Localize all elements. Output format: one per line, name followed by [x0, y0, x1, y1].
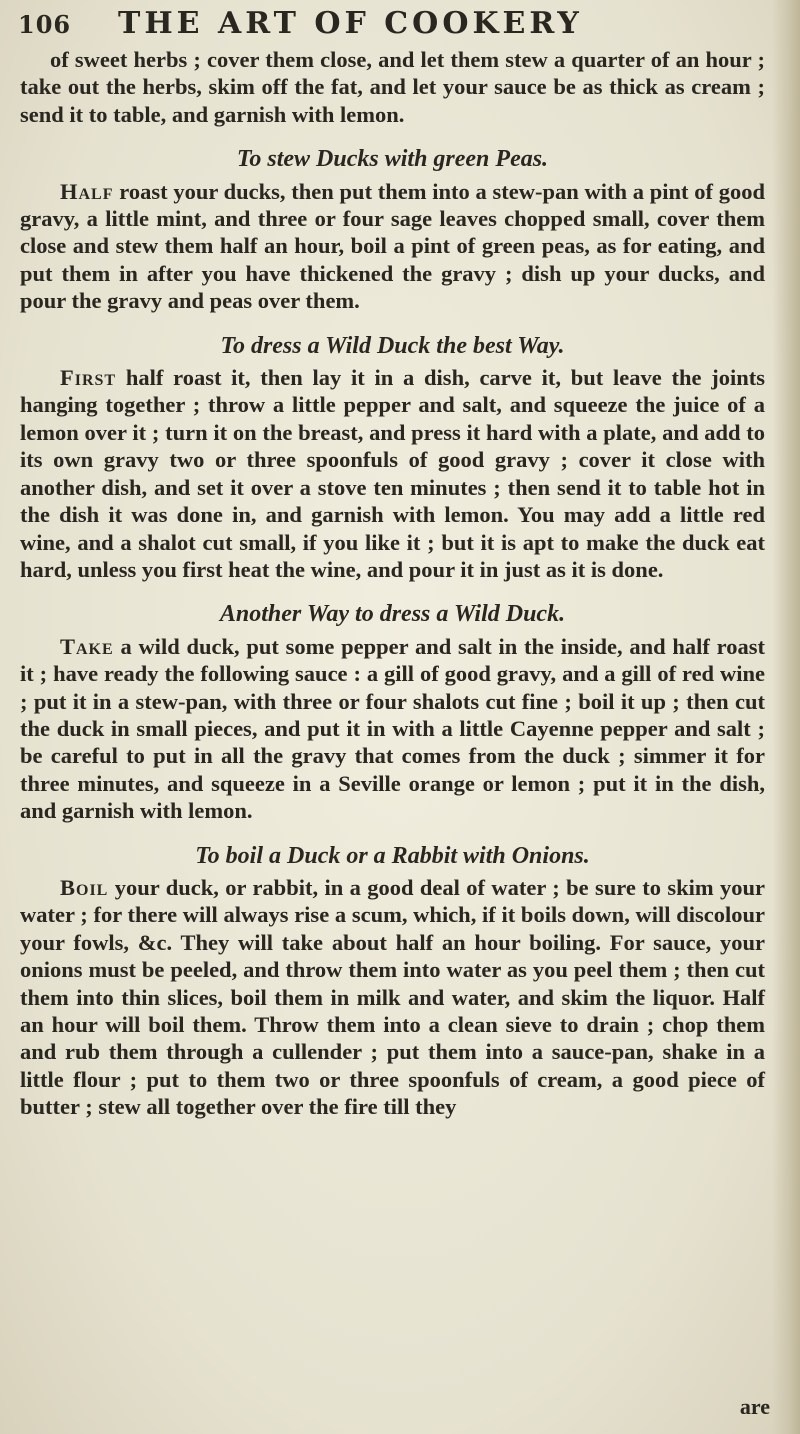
recipe-title: To boil a Duck or a Rabbit with Onions.: [195, 842, 590, 869]
page-body: [20, 46, 765, 1121]
page-number: 106: [18, 10, 72, 39]
recipe-title: To stew Ducks with green Peas.: [236, 146, 549, 173]
paragraph-continued: of sweet herbs ; cover them close, and let them stew a quarter of an hour ; take out the herbs, skim off the fat, and let your sauce be as thick as cream ; send it to table, and garnish with lemon.: [20, 47, 765, 127]
page-edge-shadow: [772, 0, 800, 1434]
recipe-text: half roast it, then lay it in a dish, carve it, but leave the joints hanging together ; throw a little pepper and salt, and squeeze the juice of a lemon over it ; turn it on the breast, and press it hard with a plate, and add to its own gravy two or three spoonfuls of good gravy ; cover it close with another dish, and set it over a stove ten minutes ; then send it to table hot in the dish it was done in, and garnish with lemon. You may add a little red wine, and a shalot cut small, if you like it ; but it is apt to make the duck eat hard, unless you first heat the wine, and pour it in just as it is done.: [20, 365, 765, 582]
recipe-paragraph: [20, 178, 765, 315]
recipe-paragraph: [20, 633, 765, 825]
lead-word: Half: [60, 178, 114, 204]
recipe-paragraph: [20, 364, 765, 583]
lead-word: Take: [60, 633, 114, 659]
recipe-text: roast your ducks, then put them into a stew-pan with a pint of good gravy, a little mint, and three or four sage leaves chopped small, cover them close and stew them half an hour, boil a pint of green peas, as for eating, and put them in after you have thickened the gravy ; dish up your ducks, and pour the gravy and peas over them.: [20, 178, 765, 314]
lead-word: Boil: [60, 874, 109, 900]
lead-word: First: [60, 365, 117, 391]
recipe-text: a wild duck, put some pepper and salt in the inside, and half roast it ; have ready the following sauce : a gill of good gravy, and a gill of red wine ; put it in a stew-pan, with three or four shalots cut fine ; boil it up ; then cut the duck in small pieces, and put it in with a little Cayenne pepper and salt ; be careful to put in all the gravy that comes from the duck ; simmer it for three minutes, and squeeze in a Seville orange or lemon ; put it in the dish, and garnish with lemon.: [20, 633, 765, 824]
recipe-text: your duck, or rabbit, in a good deal of water ; be sure to skim your water ; for there will always rise a scum, which, if it boils down, will discolour your fowls, &c. They will take about half an hour boiling. For sauce, your onions must be peeled, and throw them into water as you peel them ; then cut them into thin slices, boil them in milk and water, and skim the liquor. Half an hour will boil them. Throw them into a clean sieve to drain ; chop them and rub them through a cullender ; put them into a sauce-pan, shake in a little flour ; put to them two or three spoonfuls of cream, a good piece of butter ; stew all together over the fire till they: [20, 874, 765, 1120]
recipe-title: Another Way to dress a Wild Duck.: [219, 601, 566, 628]
recipe-title: To dress a Wild Duck the best Way.: [220, 332, 565, 359]
page-header: [18, 6, 758, 40]
catchword: are: [739, 1394, 770, 1419]
recipe-paragraph: [20, 874, 765, 1121]
running-title: THE ART OF COOKERY: [118, 6, 583, 41]
